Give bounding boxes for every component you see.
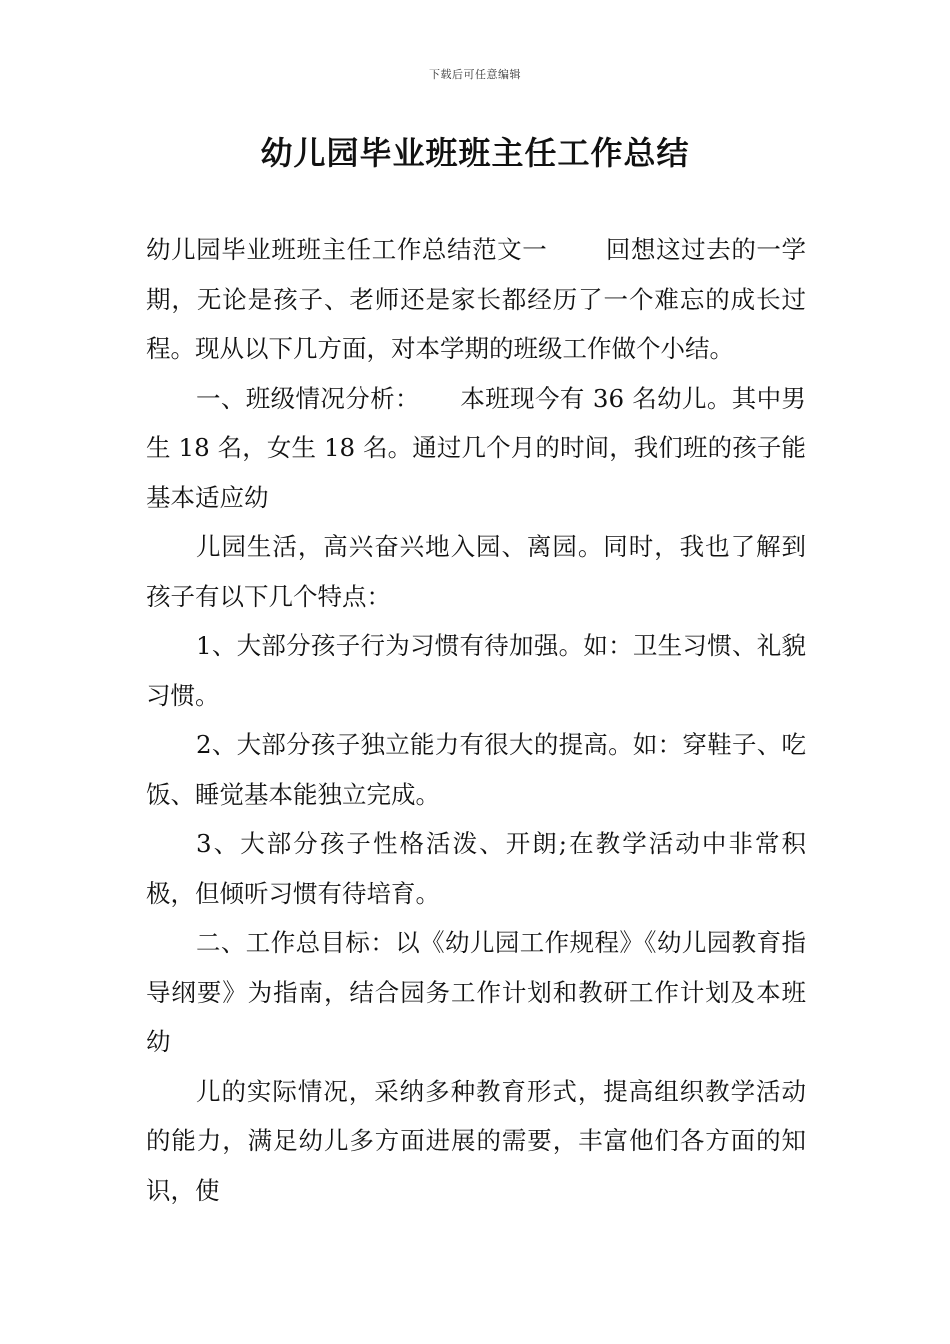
paragraph-point-3: 3、大部分孩子性格活泼、开朗;在教学活动中非常积极，但倾听习惯有待培育。: [146, 829, 806, 908]
paragraph-work-goal: 二、工作总目标：以《幼儿园工作规程》《幼儿园教育指导纲要》为指南，结合园务工作计划和教研工作计划及本班幼: [146, 928, 806, 1056]
intro-text: 回想这过去的一学期，无论是孩子、老师还是家长都经历了一个难忘的成长过程。现从以下几方面，对本学期的班级工作做个小结。: [146, 235, 807, 363]
paragraph-intro: [146, 225, 806, 374]
paragraph-point-1: 1、大部分孩子行为习惯有待加强。如：卫生习惯、礼貌习惯。: [146, 631, 806, 710]
class-analysis-lead: 一、班级情况分析：: [196, 383, 420, 413]
document-body: [146, 225, 806, 1215]
paragraph-class-analysis: [146, 374, 806, 523]
paragraph-actual-situation: 儿的实际情况，采纳多种教育形式，提高组织教学活动的能力，满足幼儿多方面进展的需要，丰富他们各方面的知识，使: [146, 1076, 806, 1205]
download-note: 下载后可任意编辑: [429, 68, 521, 81]
paragraph-point-2: 2、大部分孩子独立能力有很大的提高。如：穿鞋子、吃饭、睡觉基本能独立完成。: [146, 730, 806, 809]
document-title: 幼儿园毕业班班主任工作总结: [260, 134, 690, 172]
intro-lead: 幼儿园毕业班班主任工作总结范文一: [146, 235, 548, 264]
class-analysis-text: 本班现今有 36 名幼儿。其中男生 18 名，女生 18 名。通过几个月的时间，我们班的孩子能基本适应幼: [146, 383, 807, 512]
paragraph-kindergarten-life: 儿园生活，高兴奋兴地入园、离园。同时，我也了解到孩子有以下几个特点：: [146, 532, 806, 611]
